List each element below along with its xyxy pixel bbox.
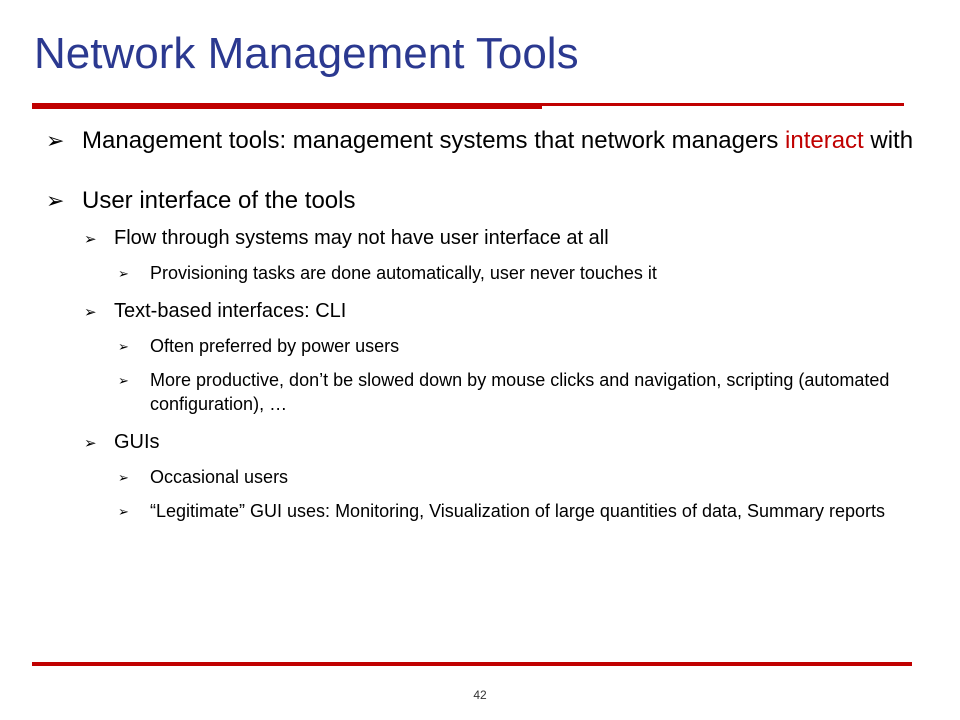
arrowhead-bullet-icon: ➢	[84, 304, 97, 321]
title-underline-rule-thin	[542, 103, 904, 106]
bullet-management-tools	[44, 126, 934, 156]
sub-sub-bullet-occasional-users	[116, 465, 934, 489]
sub-sub-bullet-text: Occasional users	[150, 467, 289, 487]
sub-sub-bullet-text: Often preferred by power users	[150, 336, 400, 356]
title-underline-rule	[32, 103, 542, 109]
arrowhead-bullet-icon: ➢	[46, 188, 65, 213]
page-number: 42	[473, 688, 487, 702]
bullet-text: User interface of the tools	[82, 187, 356, 214]
sub-bullet-guis	[82, 430, 934, 455]
sub-sub-bullet-more-productive	[116, 368, 950, 416]
sub-sub-bullet-legitimate-gui	[116, 499, 960, 523]
arrowhead-bullet-icon: ➢	[118, 339, 129, 354]
sub-sub-bullet-provisioning	[116, 261, 934, 285]
bullet-text-tail: with	[863, 127, 914, 154]
sub-sub-bullet-text: More productive, don’t be slowed down by mouse clicks and navigation, scripting (automated configuration), …	[150, 370, 890, 414]
footer-rule	[32, 662, 912, 666]
arrowhead-bullet-icon: ➢	[118, 504, 129, 519]
bullet-text: Management tools: management systems that network managers	[82, 127, 786, 154]
sub-bullet-flow-through	[82, 226, 934, 251]
arrowhead-bullet-icon: ➢	[118, 470, 129, 485]
highlighted-word: interact	[785, 127, 864, 154]
slide-content	[44, 126, 934, 523]
sub-sub-bullet-text: “Legitimate” GUI uses: Monitoring, Visualization of large quantities of data, Summary reports	[150, 501, 886, 521]
arrowhead-bullet-icon: ➢	[118, 373, 129, 388]
arrowhead-bullet-icon: ➢	[46, 128, 65, 153]
sub-bullet-text: Flow through systems may not have user interface at all	[114, 227, 609, 249]
sub-bullet-text-based	[82, 299, 934, 324]
sub-sub-bullet-text: Provisioning tasks are done automatically, user never touches it	[150, 263, 657, 283]
arrowhead-bullet-icon: ➢	[84, 231, 97, 248]
sub-sub-bullet-power-users	[116, 334, 934, 358]
sub-bullet-text: Text-based interfaces: CLI	[114, 300, 347, 322]
arrowhead-bullet-icon: ➢	[84, 435, 97, 452]
slide-title: Network Management Tools	[34, 29, 579, 78]
arrowhead-bullet-icon: ➢	[118, 266, 129, 281]
bullet-user-interface	[44, 186, 934, 216]
sub-bullet-text: GUIs	[114, 431, 160, 453]
